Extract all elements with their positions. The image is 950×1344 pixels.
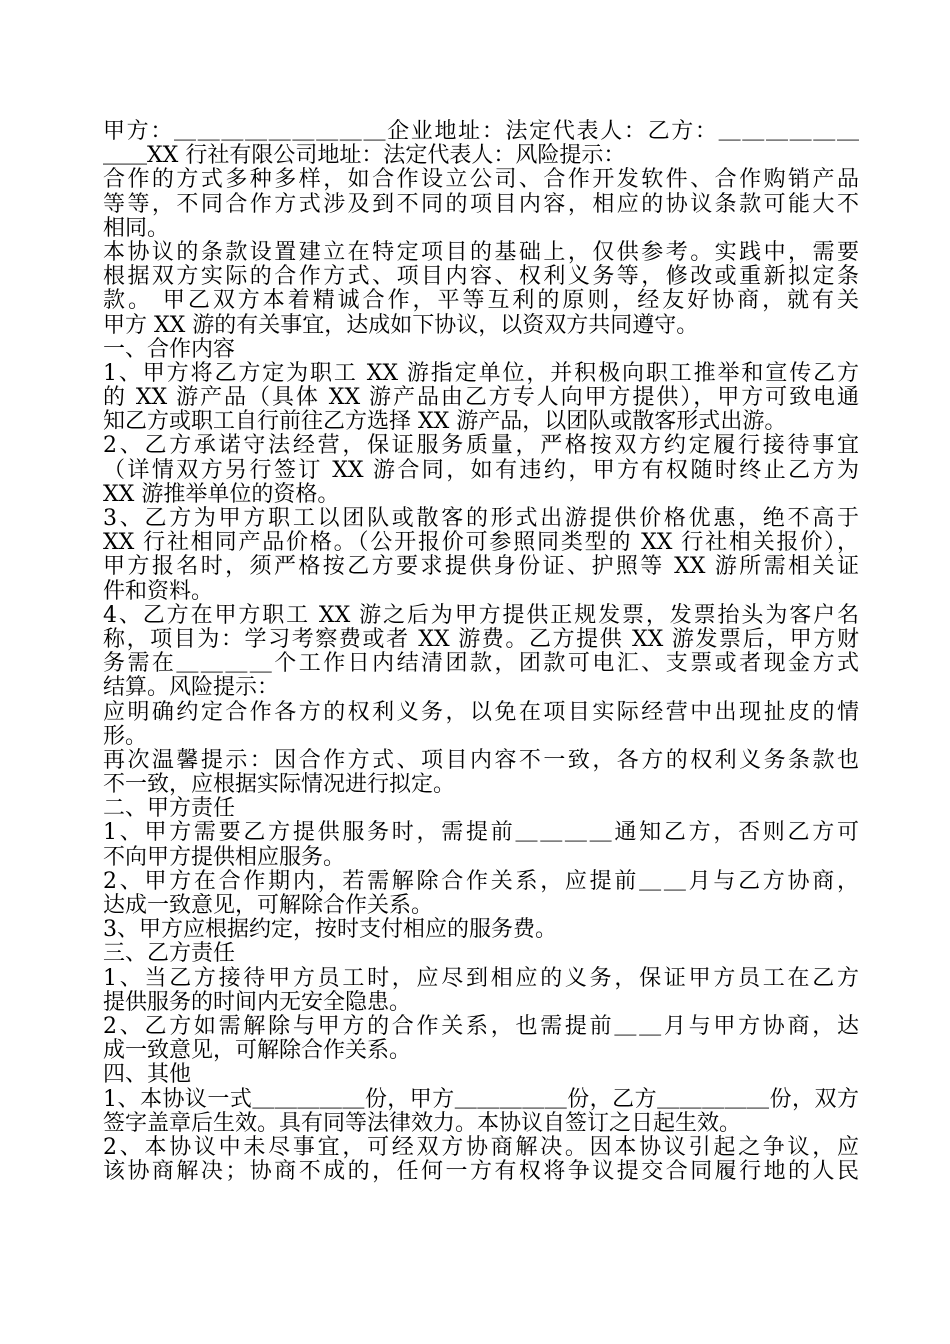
document-line: XX 行社相同产品价格。（公开报价可参照同类型的 XX 行社相关报价）， <box>103 530 859 556</box>
document-line: 结算。风险提示： <box>103 675 280 701</box>
document-line: 2、甲方在合作期内，若需解除合作关系，应提前＿＿月与乙方协商， <box>103 868 859 894</box>
document-line: 签字盖章后生效。具有同等法律效力。本协议自签订之日起生效。 <box>103 1110 742 1136</box>
document-line: ＿＿XX 行社有限公司地址：法定代表人：风险提示： <box>103 143 626 169</box>
document-line: 应明确约定合作各方的权利义务，以免在项目实际经营中出现扯皮的情 <box>103 699 859 725</box>
document-line: 1、当乙方接待甲方员工时，应尽到相应的义务，保证甲方员工在乙方 <box>103 965 859 991</box>
document-line: 1、甲方将乙方定为职工 XX 游指定单位，并积极向职工推举和宣传乙方 <box>103 360 859 386</box>
document-line: 1、本协议一式＿＿＿＿＿份，甲方＿＿＿＿＿份，乙方＿＿＿＿＿份，双方 <box>103 1086 859 1112</box>
document-line: 一、合作内容 <box>103 336 236 362</box>
document-line: 成一致意见，可解除合作关系。 <box>103 1038 412 1064</box>
document-line: 合作的方式多种多样，如合作设立公司、合作开发软件、合作购销产品 <box>103 167 859 193</box>
document-line: 不向甲方提供相应服务。 <box>103 844 346 870</box>
document-line: 二、甲方责任 <box>103 796 236 822</box>
document-line: 本协议的条款设置建立在特定项目的基础上，仅供参考。实践中，需要 <box>103 239 859 265</box>
document-line: 3、乙方为甲方职工以团队或散客的形式出游提供价格优惠，绝不高于 <box>103 506 859 531</box>
document-line: 再次温馨提示：因合作方式、项目内容不一致，各方的权利义务条款也 <box>103 747 859 773</box>
document-line: 2、乙方如需解除与甲方的合作关系，也需提前＿＿月与甲方协商，达 <box>103 1013 859 1039</box>
document-line: 3、甲方应根据约定，按时支付相应的服务费。 <box>103 917 557 943</box>
document-line: 4、乙方在甲方职工 XX 游之后为甲方提供正规发票，发票抬头为客户名 <box>103 602 859 628</box>
document-line: 形。 <box>103 723 148 749</box>
document-line: 知乙方或职工自行前往乙方选择 XX 游产品，以团队或散客形式出游。 <box>103 409 787 435</box>
document-line: 件和资料。 <box>103 578 214 604</box>
document-line: 等等，不同合作方式涉及到不同的项目内容，相应的协议条款可能大不 <box>103 191 859 217</box>
document-line: 达成一致意见，可解除合作关系。 <box>103 893 434 918</box>
document-line: 1、甲方需要乙方提供服务时，需提前＿＿＿＿通知乙方，否则乙方可 <box>103 820 859 846</box>
document-line: 该协商解决；协商不成的，任何一方有权将争议提交合同履行地的人民 <box>103 1159 859 1185</box>
document-line: 提供服务的时间内无安全隐患。 <box>103 989 412 1015</box>
document-line: 甲方：＿＿＿＿＿＿＿＿＿企业地址：法定代表人：乙方：＿＿＿＿＿＿ <box>103 119 859 144</box>
document-line: 的 XX 游产品（具体 XX 游产品由乙方专人向甲方提供），甲方可致电通 <box>103 385 859 411</box>
document-line: 甲方 XX 游的有关事宜，达成如下协议，以资双方共同遵守。 <box>103 312 699 338</box>
document-line: 甲方报名时，须严格按乙方要求提供身份证、护照等 XX 游所需相关证 <box>103 554 859 580</box>
document-line: （详情双方另行签订 XX 游合同，如有违约，甲方有权随时终止乙方为 <box>103 457 859 483</box>
document-line: 三、乙方责任 <box>103 941 236 967</box>
document-line: 称，项目为：学习考察费或者 XX 游费。乙方提供 XX 游发票后，甲方财 <box>103 626 859 652</box>
document-line: 四、其他 <box>103 1062 192 1088</box>
document-body <box>103 120 859 1184</box>
document-line: 根据双方实际的合作方式、项目内容、权利义务等，修改或重新拟定条 <box>103 264 859 290</box>
document-line: 2、乙方承诺守法经营，保证服务质量，严格按双方约定履行接待事宜 <box>103 433 859 459</box>
document-line: 不一致，应根据实际情况进行拟定。 <box>103 772 456 798</box>
document-line: 务需在＿＿＿＿个工作日内结清团款，团款可电汇、支票或者现金方式 <box>103 651 859 677</box>
document-line: 相同。 <box>103 215 170 241</box>
document-line: XX 游推举单位的资格。 <box>103 481 340 507</box>
document-line: 款。 甲乙双方本着精诚合作，平等互利的原则，经友好协商，就有关 <box>103 288 859 314</box>
document-line: 2、本协议中未尽事宜，可经双方协商解决。因本协议引起之争议，应 <box>103 1134 859 1160</box>
